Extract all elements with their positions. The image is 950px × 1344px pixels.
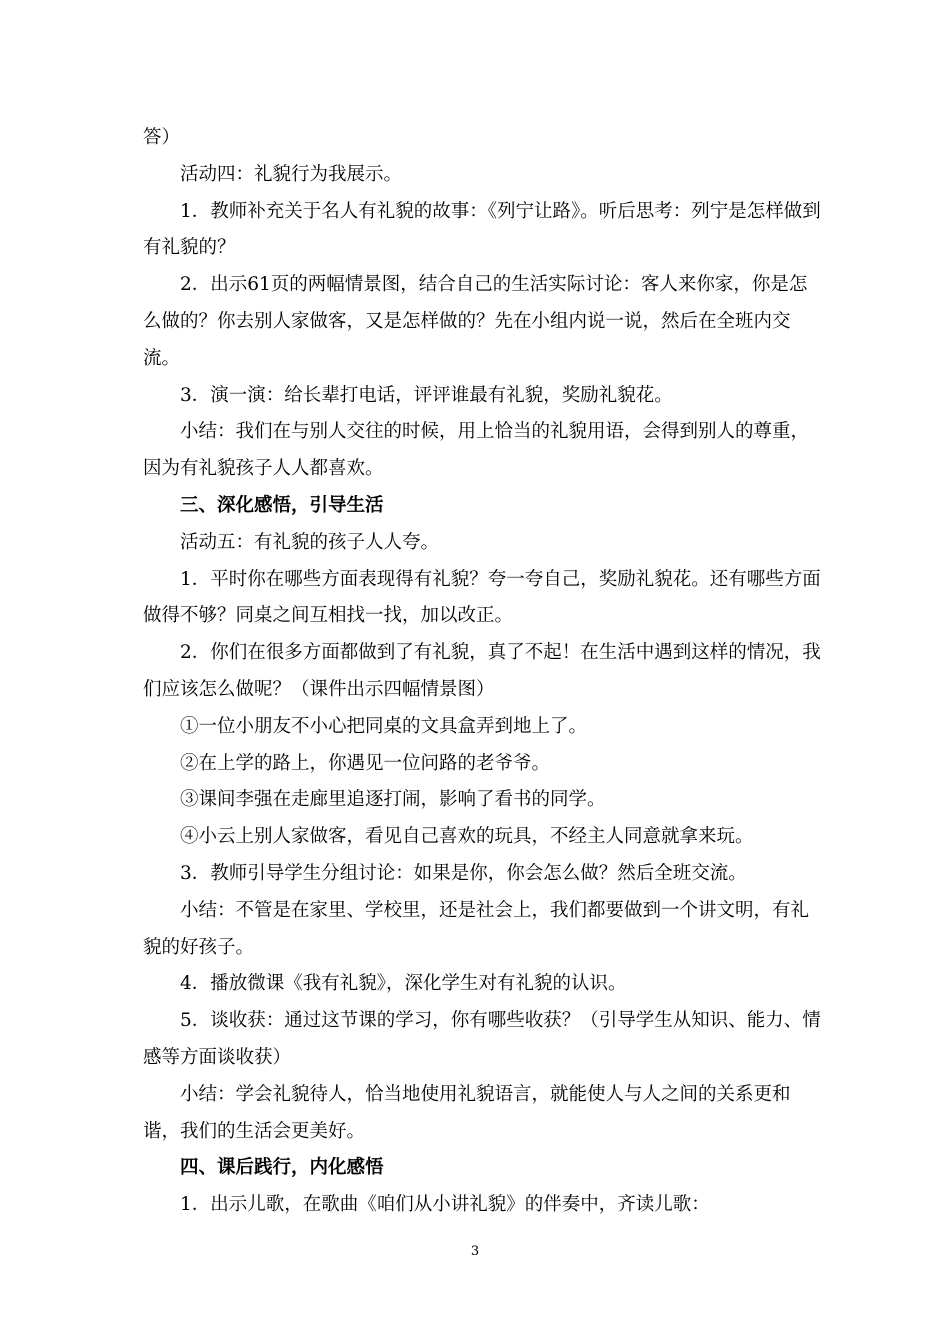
- scenario-item: ①一位小朋友不小心把同桌的文具盒弄到地上了。: [180, 715, 588, 737]
- paragraph: 2．你们在很多方面都做到了有礼貌，真了不起！在生活中遇到这样的情况，我们应该怎么做呢？（课件出示四幅情景图）: [143, 642, 821, 700]
- paragraph: 5．谈收获：通过这节课的学习，你有哪些收获？（引导学生从知识、能力、情感等方面谈收获）: [143, 1010, 821, 1068]
- scenario-item: ③课间李强在走廊里追逐打闹，影响了看书的同学。: [180, 789, 606, 811]
- paragraph: 3．演一演：给长辈打电话，评评谁最有礼貌，奖励礼貌花。: [180, 384, 673, 406]
- document-body: [143, 120, 823, 1224]
- scenario-item: ②在上学的路上，你遇见一位问路的老爷爷。: [180, 752, 551, 774]
- section-heading-four: 四、课后践行，内化感悟: [180, 1157, 384, 1179]
- section-heading-three: 三、深化感悟，引导生活: [180, 494, 384, 516]
- summary-paragraph: 小结：学会礼貌待人，恰当地使用礼貌语言，就能使人与人之间的关系更和谐，我们的生活会更美好。: [143, 1083, 791, 1142]
- activity-four-title: 活动四：礼貌行为我展示。: [180, 163, 403, 185]
- paragraph: 2．出示61页的两幅情景图，结合自己的生活实际讨论：客人来你家，你是怎么做的？你去别人家做客，又是怎样做的？先在小组内说一说，然后在全班内交流。: [143, 274, 808, 369]
- paragraph: 答）: [143, 127, 181, 148]
- summary-paragraph: 小结：不管是在家里、学校里，还是社会上，我们都要做到一个讲文明，有礼貌的好孩子。: [143, 899, 810, 958]
- paragraph: 4．播放微课《我有礼貌》，深化学生对有礼貌的认识。: [180, 973, 627, 995]
- page-number: 3: [470, 1244, 480, 1259]
- summary-paragraph: 小结：我们在与别人交往的时候，用上恰当的礼貌用语，会得到别人的尊重，因为有礼貌孩子人人都喜欢。: [143, 421, 810, 480]
- paragraph: 3．教师引导学生分组讨论：如果是你，你会怎么做？然后全班交流。: [180, 862, 747, 884]
- paragraph: 1．平时你在哪些方面表现得有礼貌？夸一夸自己，奖励礼貌花。还有哪些方面做得不够？同桌之间互相找一找，加以改正。: [143, 568, 821, 627]
- paragraph: 1．出示儿歌，在歌曲《咱们从小讲礼貌》的伴奏中，齐读儿歌：: [180, 1194, 710, 1216]
- paragraph: 1．教师补充关于名人有礼貌的故事：《列宁让路》。听后思考：列宁是怎样做到有礼貌的？: [143, 200, 821, 259]
- scenario-item: ④小云上别人家做客，看见自己喜欢的玩具，不经主人同意就拿来玩。: [180, 826, 754, 848]
- activity-five-title: 活动五：有礼貌的孩子人人夸。: [180, 531, 440, 553]
